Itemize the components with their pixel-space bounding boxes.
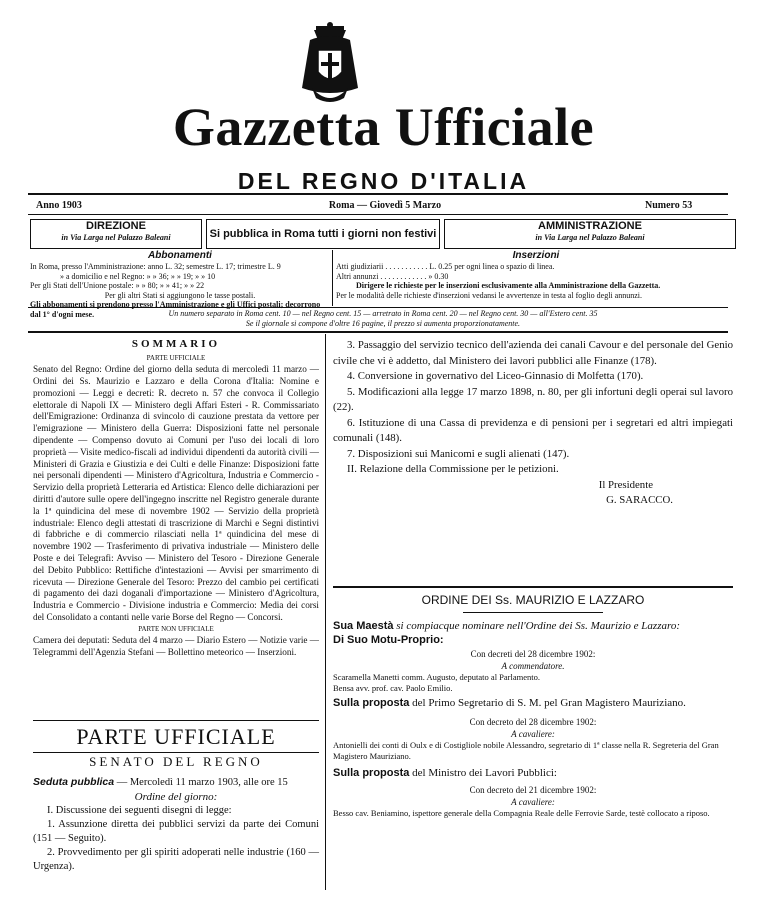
seduta-line <box>33 775 319 790</box>
inserzioni-heading: Inserzioni <box>512 250 560 261</box>
agenda-continued <box>333 338 733 509</box>
ordine-del-giorno: Ordine del giorno: <box>134 791 218 803</box>
inserzioni-rate-1: Atti giudiziarii . . . . . . . . . . . L. 0.25 <box>336 262 453 271</box>
abbonamenti-heading: Abbonamenti <box>148 250 212 261</box>
agenda-item-1: I. Discussione dei seguenti disegni di legge: <box>47 805 232 816</box>
proposal-2-rest: del Ministro dei Lavori Pubblici: <box>412 767 557 779</box>
price-rule <box>28 307 728 308</box>
amministrazione-box <box>444 219 736 249</box>
agenda-item-6: 6. Istituzione di una Cassa di previdenza e di pensioni per i segretari ed altri impiegati comunali (148). <box>333 416 733 444</box>
ordine-heading: ORDINE DEI Ss. MAURIZIO E LAZZARO <box>421 593 645 607</box>
publication-note: Si pubblica in Roma tutti i giorni non festivi <box>209 228 437 240</box>
abbonamenti-line-1: In Roma, presso l'Amministrazione: anno L. 32; semestre L. 17; trimestre L. 9 <box>30 262 281 271</box>
agenda-item-5: 5. Modificazioni alla legge 17 marzo 1898, n. 80, per gli infortuni degli operai sul lavoro (22). <box>333 385 733 413</box>
rank-2: A cavaliere: <box>511 729 555 739</box>
parte-ufficiale-section <box>33 724 319 874</box>
senato-heading: SENATO DEL REGNO <box>33 752 319 771</box>
date-rule <box>28 214 728 215</box>
agenda-item-1b: 2. Provvedimento per gli spiriti adoperati nelle industrie (160 — Urgenza). <box>33 847 319 872</box>
header-divider <box>332 250 333 306</box>
sommario-parte-non-ufficiale: PARTE NON UFFICIALE <box>138 624 214 633</box>
abbonamenti-line-4: Per gli altri Stati si aggiungono le tasse postali. <box>104 290 256 300</box>
abbonamenti-line-5: Gli abbonamenti si prendono presso l'Amministrazione e gli Uffici postali; decorrono dal 1° d'ogni mese. <box>30 300 321 319</box>
direzione-address: in Via Larga nel Palazzo Baleani <box>61 233 171 242</box>
agenda-item-3: 3. Passaggio del servizio tecnico dell'azienda dei canali Cavour e del personale del Genio civile che vi è addetto, dal Ministero dei lavori pubblici alle Finanze (178). <box>333 339 733 367</box>
decree-date-2: Con decreto del 28 dicembre 1902: <box>469 717 597 727</box>
signature-name: G. SARACCO. <box>606 494 673 506</box>
inserzioni-line-1 <box>336 262 736 272</box>
ordine-section <box>333 592 733 819</box>
direzione-box <box>30 219 202 249</box>
sommario-text-2: Camera dei deputati: Seduta del 4 marzo — Diario Estero — Notizie varie — Telegrammi dell'Agenzia Stefani — Bollettino meteorico — Inserzioni. <box>33 634 319 657</box>
price-note-line-2: Se il giornale si compone d'oltre 16 pagine, il prezzo si aumenta proporzionatamente. <box>245 318 521 328</box>
sommario-section <box>33 338 319 658</box>
proposal-2 <box>333 766 733 780</box>
signature-title: Il Presidente <box>598 478 653 491</box>
nominee-2: Bensa avv. prof. cav. Paolo Emilio. <box>333 683 453 693</box>
proposal-2-bold: Sulla proposta <box>333 767 410 779</box>
inserzioni-line-4: Per le modalità delle richieste d'inserzioni vedansi le avvertenze in testa al foglio degli annunzi. <box>336 290 642 300</box>
nominee-3: Antonielli dei conti di Oulx e di Costigliole nobile Alessandro, segretario di 1ª classe nella R. Segreteria del Gran Magistero Mauriziano. <box>333 740 719 761</box>
parte-ufficiale-heading: PARTE UFFICIALE <box>76 724 276 749</box>
inserzioni-line-3: Dirigere le richieste per le inserzioni esclusivamente alla Amministrazione della Gazzetta. <box>356 281 661 290</box>
agenda-item-ii: II. Relazione della Commissione per le petizioni. <box>347 463 559 475</box>
sommario-heading: SOMMARIO <box>131 338 221 350</box>
ordine-sub-rule <box>463 612 603 613</box>
price-note <box>28 309 738 328</box>
nominee-1: Scaramella Manetti comm. Augusto, deputato al Parlamento. <box>333 672 541 682</box>
sommario-text: Senato del Regno: Ordine del giorno della seduta di mercoledì 11 marzo — Ordini dei Ss. Maurizio e Lazzaro e della Corona d'Italia: Nomine e promozioni — Leggi e decreti: R. decreto n. 57 che convoca il Collegio elettorale di Napoli IX — Ministero degli Affari Esteri - R. Commissariato dell'Emigrazione: Ordinanza di svincolo di cauzione prestata da vettore per l'emigrazione — Ministero della Guerra: Disposizioni fatte nel personale dipendente — Compenso dovuto ai Comuni per l'uso dei locali di loro proprietà — Visite medico-fiscali ad individui dipendenti da autorità civili — Ministeri di Grazia e Giustizia e dei Culti e delle Finanze: Disposizioni fatte nei personali dipendenti — Ministero d'Agricoltura, Industria e Commercio - Servizio della proprietà Letteraria ed Artistica: Elenco delle dichiarazioni per diritti d'autore sulle opere dell'ingegno inscritte nel Registro generale durante la 1ª quindicina del mese di novembre 1902 — Servizio della proprietà industriale: Elenco degli attestati di trascrizione di Marchi e Segni distintivi di fabbriche e di commercio rilasciati nella 1ª quindicina del mese di novembre 1902 — Trasferimento di privativa industriale — Ministero delle Poste e dei Telegrafi: Avviso — Ministero del Tesoro - Direzione Generale del Debito Pubblico: Rettifiche d'intestazioni — Avvisi per smarrimento di ricevuta — Direzione Generale del Tesoro: Prezzo del cambio pei certificati di pagamento dei dazi doganali d'importazione — Ministero d'Agricoltura, Industria e Commercio - Divisione industria e Commercio: Media dei corsi del Consolidato a contanti nelle varie Borse del Regno — Concorsi. <box>33 364 319 623</box>
agenda-item-7: 7. Disposizioni sui Manicomi e sugli alienati (147). <box>347 447 570 460</box>
inserzioni-block <box>336 250 736 300</box>
decree-date-1: Con decreti del 28 dicembre 1902: <box>470 649 596 659</box>
price-note-line-1: Un numero separato in Roma cent. 10 — nel Regno cent. 15 — arretrato in Roma cent. 20 — nel Regno cent. 30 — all'Estero cent. 35 <box>168 309 598 318</box>
motu-proprio: Di Suo Motu-Proprio: <box>333 634 444 646</box>
newspaper-subtitle: DEL REGNO D'ITALIA <box>237 168 530 194</box>
agenda-item-1a: 1. Assunzione diretta dei pubblici servizi da parte dei Comuni (151 — Seguito). <box>33 819 319 844</box>
seduta-label: Seduta pubblica <box>33 776 115 788</box>
column-divider <box>325 334 326 890</box>
edition-date: Roma — Giovedì 5 Marzo <box>328 200 442 211</box>
parte-ufficiale-rule <box>33 720 319 721</box>
ordine-intro <box>333 619 733 633</box>
direzione-title: DIREZIONE <box>86 220 146 232</box>
rank-1: A commendatore. <box>501 661 565 671</box>
rank-3: A cavaliere: <box>511 797 555 807</box>
ordine-rule <box>333 586 733 588</box>
agenda-item-4: 4. Conversione in governativo del Liceo-Ginnasio di Molfetta (170). <box>347 370 644 382</box>
amministrazione-title: AMMINISTRAZIONE <box>538 220 642 232</box>
proposal-1-rest: del Primo Segretario di S. M. pel Gran Magistero Mauriziano. <box>412 697 686 709</box>
ordine-intro-rest: si compiacque nominare nell'Ordine dei Ss. Maurizio e Lazzaro: <box>396 620 681 632</box>
inserzioni-rate-note: per ogni linea o spazio di linea. <box>454 262 555 271</box>
edition-number: Numero 53 <box>645 200 693 211</box>
inserzioni-line-2: Altri annunzi . . . . . . . . . . . . » 0.30 <box>336 271 449 281</box>
masthead-rule <box>28 193 728 195</box>
ordine-intro-bold: Sua Maestà <box>333 620 394 632</box>
nominee-4: Besso cav. Beniamino, ispettore generale della Compagnia Reale delle Ferrovie Sarde, testè collocato a riposo. <box>333 808 710 818</box>
amministrazione-address: in Via Larga nel Palazzo Baleani <box>535 233 645 242</box>
abbonamenti-line-2: » a domicilio e nel Regno: » » 36; » » 19; » » 10 <box>60 271 216 281</box>
proposal-1 <box>333 696 733 710</box>
decree-date-3: Con decreto del 21 dicembre 1902: <box>469 785 597 795</box>
edition-year: Anno 1903 <box>36 200 82 211</box>
sommario-parte-ufficiale: PARTE UFFICIALE <box>146 354 206 363</box>
body-top-rule <box>28 331 728 333</box>
newspaper-title: Gazzetta Ufficiale <box>172 97 595 157</box>
publication-box <box>206 219 440 249</box>
seduta-text: — Mercoledì 11 marzo 1903, alle ore 15 <box>116 777 288 788</box>
proposal-1-bold: Sulla proposta <box>333 697 410 709</box>
abbonamenti-line-3: Per gli Stati dell'Unione postale: » » 80; » » 41; » » 22 <box>30 281 205 290</box>
